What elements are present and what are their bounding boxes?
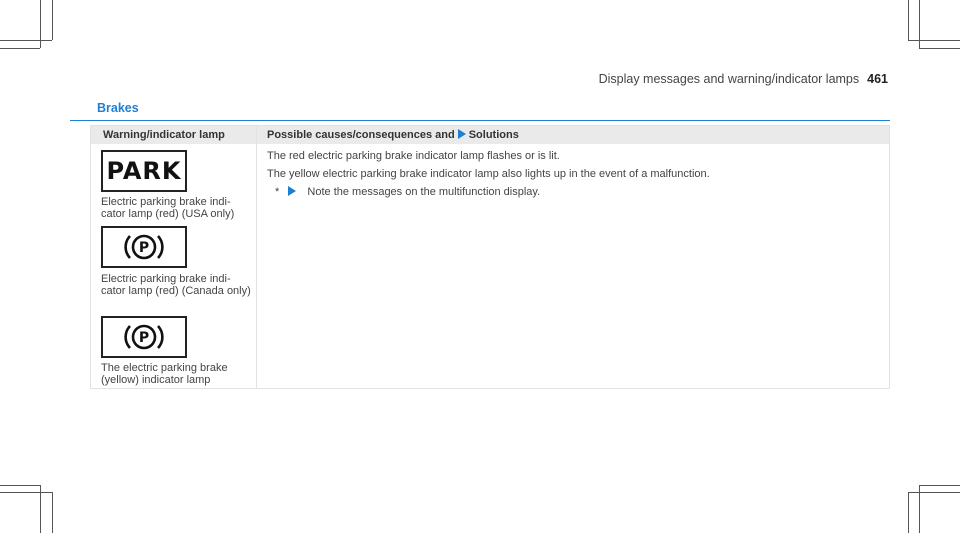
crop-mark (919, 485, 960, 486)
warning-lamp-table (90, 125, 890, 389)
crop-mark (908, 40, 960, 41)
park-text-icon (101, 150, 187, 192)
bullet-marker: * (275, 186, 280, 198)
park-symbol: PARK (106, 157, 182, 185)
lamp-caption: Electric parking brake indi- cator lamp (red) (Canada only) (101, 273, 251, 297)
circled-p-brake-symbol (122, 319, 166, 355)
circled-p-brake-icon (101, 226, 187, 268)
crop-mark (0, 492, 52, 493)
column-header-causes: Possible causes/consequences and (267, 129, 455, 141)
crop-mark (52, 492, 53, 533)
arrow-right-icon (288, 186, 296, 196)
section-rule (70, 120, 890, 121)
circled-p-brake-symbol (122, 229, 166, 265)
solution-line: The red electric parking brake indicator lamp flashes or is lit. (267, 150, 560, 162)
arrow-right-icon (458, 129, 466, 139)
lamp-caption: Electric parking brake indi- cator lamp (red) (USA only) (101, 196, 235, 220)
crop-mark (908, 492, 960, 493)
column-header-lamp: Warning/indicator lamp (91, 126, 256, 144)
column-header-solutions-label: Solutions (468, 129, 519, 141)
section-title: Brakes (97, 101, 139, 115)
svg-text:P: P (138, 240, 150, 256)
running-header (599, 72, 888, 86)
crop-mark (0, 485, 40, 486)
bullet-text: Note the messages on the multifunction display. (307, 186, 541, 198)
crop-mark (0, 48, 40, 49)
column-divider (256, 126, 257, 388)
crop-mark (919, 48, 960, 49)
header-text: Display messages and warning/indicator lamps (598, 72, 860, 86)
lamp-caption: The electric parking brake (yellow) indicator lamp (101, 362, 228, 386)
crop-mark (52, 0, 53, 40)
crop-mark (908, 0, 909, 40)
circled-p-brake-icon (101, 316, 187, 358)
svg-text:P: P (138, 330, 150, 346)
column-header-solutions (257, 126, 889, 144)
crop-mark (908, 492, 909, 533)
solution-bullet (275, 186, 540, 198)
page-number: 461 (867, 72, 888, 86)
solution-line: The yellow electric parking brake indicator lamp also lights up in the event of a malfunction. (267, 168, 710, 180)
crop-mark (0, 40, 52, 41)
